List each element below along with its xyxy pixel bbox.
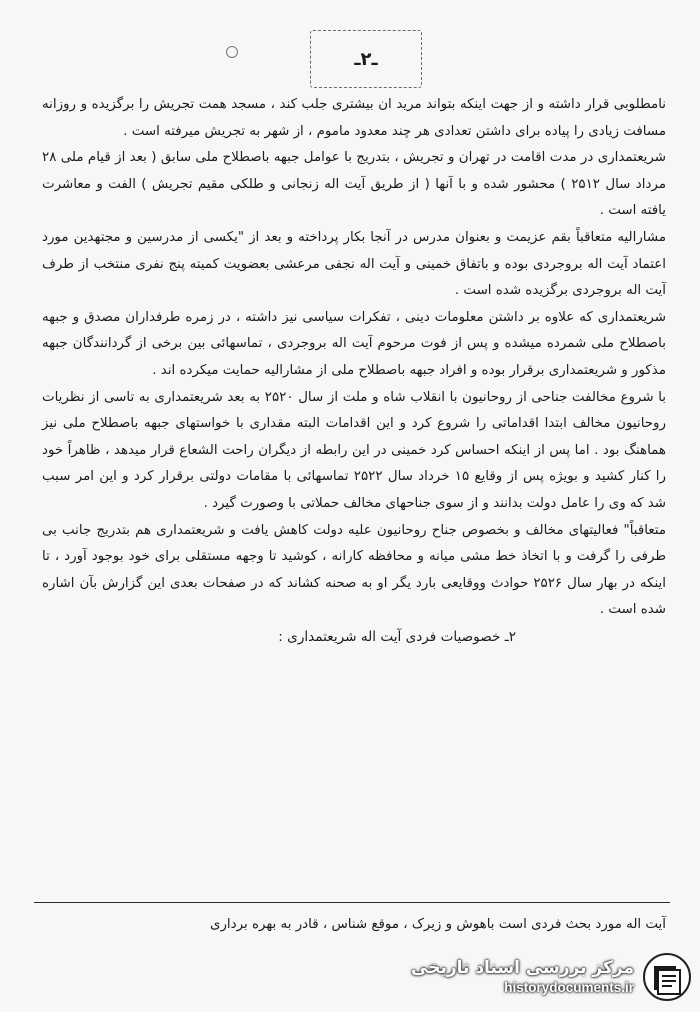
page-number-box: [310, 30, 422, 88]
continuation-line: آیت اله مورد بحث فردی است باهوش و زیرک ، موقع شناس ، قادر به بهره برداری: [209, 917, 666, 932]
paragraph: با شروع مخالفت جناحی از روحانیون با انقلاب شاه و ملت از سال ۲۵۲۰ به بعد شریعتمداری به تاسی از نظریات روحانیون مخالف ابتدا اقداماتی را شروع کرد و این اقدامات البته مقداری با خواستهای جبهه باصطلاح ملی نیز هماهنگ بود . اما پس از اینکه احساس کرد خمینی در این رابطه از دیگران راحت الشعاع قرار میدهد ، ظاهراً خود را کنار کشید و بویژه پس از وقایع ۱۵ خرداد سال ۲۵۲۲ تماسهائی با مقامات دولتی برقرار کرد و این امر سبب شد که وی را عامل دولت بدانند و از سوی جناحهای مخالف حملاتی با وصورت گیرد .: [42, 389, 666, 511]
paragraph: متعاقباً" فعالیتهای مخالف و بخصوص جناح روحانیون علیه دولت کاهش یافت و شریعتمداری هم بتدریج جانب بی طرفی را گرفت و با اتخاذ خط مشی میانه و محافظه کارانه ، کوشید تا وجهه مستقلی برای خود بوجود آورد ، تا اینکه در بهار سال ۲۵۲۶ حوادث ووقایعی بارد یگر او به صحنه کشاند که در صفحات بعدی این گزارش بآن اشاره شده است .: [42, 522, 666, 618]
paragraph: شریعتمداری که علاوه بر داشتن معلومات دینی ، تفکرات سیاسی نیز داشته ، در زمره طرفداران مصدق و جبهه باصطلاح ملی شمرده میشده و پس از فوت مرحوم آیت اله بروجردی ، تماسهائی بین برخی از گردانندگان جبهه مذکور و شریعتمداری برقرار بوده و افراد جبهه باصطلاح ملی از مشارالیه حمایت میکرده اند .: [42, 309, 666, 378]
paragraph: مشارالیه متعاقباً بقم عزیمت و بعنوان مدرس در آنجا بکار پرداخته و بعد از "یکسی از مدرسین و مجتهدین مورد اعتماد آیت اله بروجردی بوده و باتفاق خمینی و آیت اله نجفی مرعشی بعضویت کمیته پنج نفری منتخب از طرف آیت اله بروجردی برگزیده شده است .: [42, 229, 666, 299]
paragraph: نامطلوبی قرار داشته و از جهت اینکه بتواند مرید ان بیشتری جلب کند ، مسجد همت تجریش را برگزیده و روزانه مسافت زیادی را پیاده برای داشتن تعدادی هر چند معدود ماموم ، از شهر به تجریش میرفته است .: [42, 97, 666, 139]
punch-hole-mark: [226, 46, 238, 58]
horizontal-rule: [34, 902, 670, 903]
watermark: [411, 952, 692, 1002]
page-number: ـ٢ـ: [354, 48, 378, 70]
section-heading: ۲ـ خصوصیات فردی آیت اله شریعتمداری :: [278, 628, 516, 645]
paragraph: شریعتمداری در مدت اقامت در تهران و تجریش ، بتدریج با عوامل جبهه باصطلاح ملی سابق ( بعد از قیام ملی ۲۸ مرداد سال ۲۵۱۲ ) محشور شده و با آنها ( از طریق آیت اله زنجانی و طلکی مقیم تجریش ) الفت و معاشرت یافته است .: [42, 150, 666, 219]
watermark-text: [411, 957, 634, 997]
archive-logo-icon: [642, 952, 692, 1002]
document-body: [42, 92, 666, 650]
watermark-title: مرکز بررسی اسناد تاریخی: [411, 958, 634, 978]
watermark-url: historydocuments.ir: [504, 980, 634, 995]
